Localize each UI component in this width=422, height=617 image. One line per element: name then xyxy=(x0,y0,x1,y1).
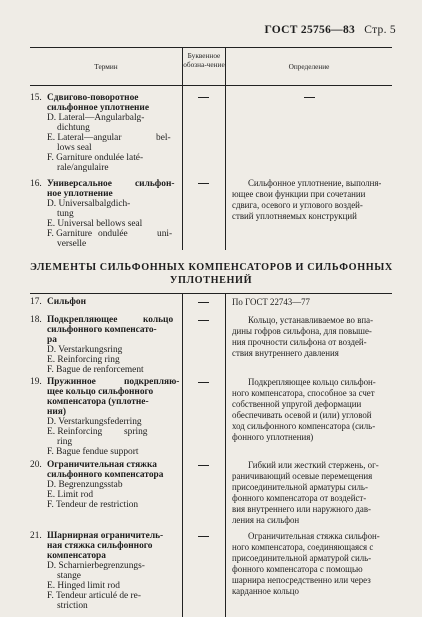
term-ru: щее кольцо сильфонного xyxy=(47,387,154,397)
term-ru: кольцо xyxy=(143,315,174,325)
term-fr: F. Garniture ondulée laté- xyxy=(47,153,144,163)
term-fr: F. Bague fendue support xyxy=(47,447,139,457)
term-fr: verselle xyxy=(57,239,87,249)
definition-text: присоединительной арматуры силь- xyxy=(232,482,368,492)
term-fr: striction xyxy=(57,601,88,611)
definition-text: дины гофров сильфона, для повыше- xyxy=(232,326,372,336)
term-fr: F. Bague de renforcement xyxy=(47,365,144,375)
column-divider-2 xyxy=(225,47,226,250)
column-symbol: Буквенное обозна-чение xyxy=(183,51,225,69)
term-fr: F. Garniture xyxy=(47,229,93,239)
definition-text: ход сильфонного компенсатора (силь- xyxy=(232,421,376,431)
symbol-dash xyxy=(198,183,209,184)
column-definition: Определение xyxy=(288,62,330,71)
term-de: D. Universalbalgdich- xyxy=(47,199,131,209)
definition-text: раничивающий осевые перемещения xyxy=(232,471,373,481)
row-number: 20. xyxy=(30,460,42,470)
row-number: 16. xyxy=(30,179,42,189)
term-fr: F. Tendeur articulé de re- xyxy=(47,591,141,601)
symbol-dash xyxy=(198,302,209,303)
row-number: 19. xyxy=(30,377,42,387)
term-de: D. Verstarkungsfederring xyxy=(47,417,142,427)
definition-text: вия внутреннего или наружного дав- xyxy=(232,504,371,514)
term-ru: Шарнирная ограничитель- xyxy=(47,531,164,541)
definition-text: шарнира непосредственно или через xyxy=(232,575,371,585)
definition-text: сдвига, осевого и углового воздей- xyxy=(232,200,363,210)
row-number: 15. xyxy=(30,93,42,103)
term-fr: F. Tendeur de restriction xyxy=(47,500,139,510)
definition-text: фонного уплотнения) xyxy=(232,432,314,442)
term-ru: сильфонного компенсатора xyxy=(47,470,164,480)
symbol-dash xyxy=(198,320,209,321)
term-en: E. Lateral—angular xyxy=(47,133,122,143)
term-ru: ра xyxy=(47,335,57,345)
definition-text: По ГОСТ 22743—77 xyxy=(232,297,310,307)
term-ru: компенсатора (уплотне- xyxy=(47,397,149,407)
term-en: lows seal xyxy=(57,143,92,153)
row-number: 18. xyxy=(30,315,42,325)
symbol-dash xyxy=(198,382,209,383)
term-de: D. Lateral—Angularbalg- xyxy=(47,113,145,123)
term-de: stange xyxy=(57,571,81,581)
definition-text: ного компенсатора, соединяющаяся с xyxy=(232,542,374,552)
definition-text: обеспечивать осевой и (или) угловой xyxy=(232,410,372,420)
definition-text: собственной упругой деформации xyxy=(232,399,362,409)
term-fr: rale/angulaire xyxy=(57,163,109,173)
term-ru: сильфон- xyxy=(135,179,175,189)
section-title: УПЛОТНЕНИЙ xyxy=(169,275,253,286)
term-en: E. Reinforcing ring xyxy=(47,355,120,365)
column-term: Термин xyxy=(94,62,118,71)
symbol-dash xyxy=(198,97,209,98)
term-ru: подкрепляю- xyxy=(124,377,180,387)
term-en: spring xyxy=(124,427,148,437)
column-divider-2 xyxy=(225,293,226,617)
gost-number: ГОСТ 25756—83 xyxy=(264,24,356,36)
page-header xyxy=(264,24,396,36)
definition-text: ления на сильфон xyxy=(232,515,300,525)
table-section-rule xyxy=(30,293,392,294)
term-fr: ondulée xyxy=(98,229,128,239)
term-ru: Ограничительная стяжка xyxy=(47,460,157,470)
definition-text: Ограничительная стяжка сильфон- xyxy=(248,531,380,541)
term-ru: ная стяжка сильфонного xyxy=(47,541,153,551)
definition-text: присоединительной арматурой силь- xyxy=(232,553,372,563)
symbol-dash xyxy=(198,465,209,466)
term-ru: Подкрепляющее xyxy=(47,315,118,325)
definition-text: ния прочности сильфона от воздей- xyxy=(232,337,367,347)
term-de: D. Scharnierbegrenzungs- xyxy=(47,561,145,571)
column-divider-1 xyxy=(182,293,183,617)
term-en: ring xyxy=(57,437,73,447)
definition-text: ствий уплотняемых конструкций xyxy=(232,211,357,221)
table-top-rule xyxy=(30,47,392,48)
term-en: E. Hinged limit rod xyxy=(47,581,120,591)
term-fr: uni- xyxy=(157,229,173,239)
term-de: tung xyxy=(57,209,74,219)
term-de: D. Begrenzungsstab xyxy=(47,480,123,490)
term-ru: Сдвигово-поворотное xyxy=(47,93,139,103)
term-ru: Пружинное xyxy=(47,377,96,387)
table-head-rule xyxy=(30,85,392,86)
row-number: 21. xyxy=(30,531,42,541)
column-divider-1 xyxy=(182,47,183,250)
definition-text: Подкрепляющее кольцо сильфон- xyxy=(248,377,376,387)
definition-text: ного компенсатора, способное за счет xyxy=(232,388,375,398)
term-en: bel- xyxy=(156,133,171,143)
definition-text: фонного компенсатора с помощью xyxy=(232,564,363,574)
definition-text: ствия внутреннего давления xyxy=(232,348,339,358)
term-ru: компенсатора xyxy=(47,551,106,561)
definition-text: ющее свои функции при сочетании xyxy=(232,189,366,199)
definition-text: карданное кольцо xyxy=(232,586,299,596)
term-de: D. Verstarkungsring xyxy=(47,345,123,355)
term-en: E. Reinforcing xyxy=(47,427,103,437)
term-en: E. Limit rod xyxy=(47,490,94,500)
symbol-dash xyxy=(198,536,209,537)
section-title: ЭЛЕМЕНТЫ СИЛЬФОННЫХ КОМПЕНСАТОРОВ И СИЛЬФОННЫХ xyxy=(30,262,393,273)
definition-text: Сильфонное уплотнение, выполня- xyxy=(248,178,382,188)
definition-text: Гибкий или жесткий стержень, ог- xyxy=(248,460,379,470)
definition-text: фонного компенсатора от воздейст- xyxy=(232,493,367,503)
term-ru: сильфонное уплотнение xyxy=(47,103,149,113)
page-number: Стр. 5 xyxy=(364,24,396,36)
term-ru: ния) xyxy=(47,407,66,417)
term-ru: Универсальное xyxy=(47,179,112,189)
term-en: E. Universal bellows seal xyxy=(47,219,143,229)
term-ru: ное уплотнение xyxy=(47,189,113,199)
term-ru: сильфонного компенсато- xyxy=(47,325,157,335)
row-number: 17. xyxy=(30,297,42,307)
term-de: dichtung xyxy=(57,123,90,133)
definition-text: Кольцо, устанавливаемое во впа- xyxy=(248,315,374,325)
definition-dash xyxy=(304,97,315,98)
term-ru: Сильфон xyxy=(47,297,86,307)
